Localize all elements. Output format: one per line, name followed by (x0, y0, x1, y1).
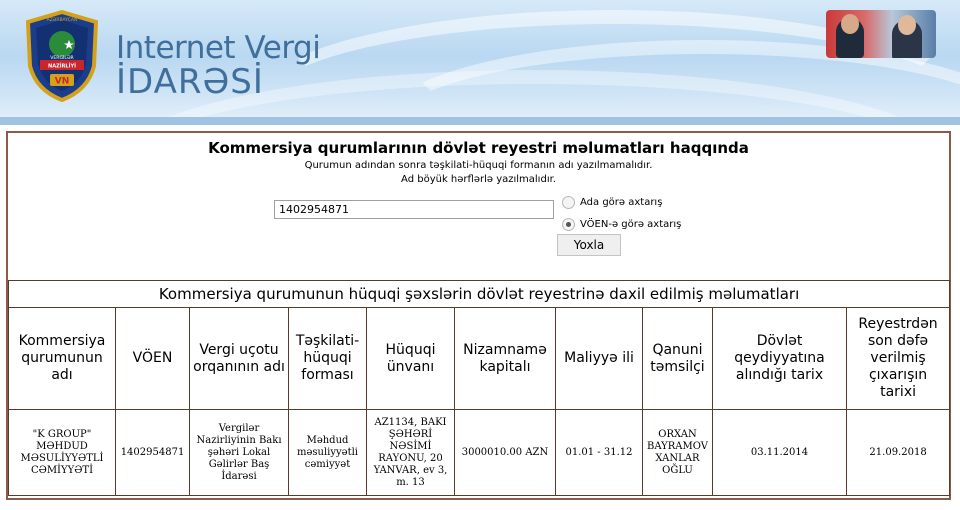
form-title: Kommersiya qurumlarının dövlət reyestri məlumatları haqqında (208, 139, 749, 157)
column-header: VÖEN (116, 308, 190, 410)
radio-label: Ada görə axtarış (580, 196, 663, 208)
cell-tax-office: Vergilər Nazirliyinin Bakı şəhəri Lokal Gəlirlər Baş İdarəsi (190, 410, 289, 496)
column-header: Qanuni təmsilçi (643, 308, 713, 410)
officials-photo (826, 10, 936, 58)
search-input[interactable] (274, 200, 554, 219)
cell-fiscal-year: 01.01 - 31.12 (556, 410, 643, 496)
form-hint: Qurumun adından sonra təşkilati-hüquqi formanın adı yazılmamalıdır. (304, 160, 653, 171)
svg-text:VERGİLƏR: VERGİLƏR (50, 56, 74, 61)
person-head (898, 15, 916, 35)
svg-text:AZƏRBAYCAN: AZƏRBAYCAN (46, 18, 78, 23)
cell-address: AZ1134, BAKI ŞƏHƏRİ NƏSİMİ RAYONU, 20 YANVAR, ev 3, m. 13 (367, 410, 455, 496)
radio-button-selected[interactable] (562, 218, 575, 231)
banner-strip (0, 117, 960, 125)
form-hint: Ad böyük hərflərlə yazılmalıdır. (401, 174, 556, 185)
check-button[interactable]: Yoxla (557, 234, 621, 256)
svg-text:VN: VN (54, 76, 70, 87)
column-header: Dövlət qeydiyyatına alındığı tarix (713, 308, 847, 410)
radio-search-by-name[interactable] (562, 194, 662, 210)
svg-text:NAZİRLİYİ: NAZİRLİYİ (48, 63, 76, 70)
cell-company-name: "K GROUP" MƏHDUD MƏSULİYYƏTLİ CƏMİYYƏTİ (9, 410, 116, 496)
column-header: Təşkilati-hüquqi forması (289, 308, 367, 410)
radio-button[interactable] (562, 196, 575, 209)
cell-registration-date: 03.11.2014 (713, 410, 847, 496)
registry-panel (6, 131, 951, 500)
radio-search-by-voen[interactable] (562, 216, 681, 232)
cell-voen: 1402954871 (116, 410, 190, 496)
site-title-line2: İDARƏSİ (116, 62, 264, 102)
radio-label: VÖEN-ə görə axtarış (580, 218, 682, 230)
cell-capital: 3000010.00 AZN (455, 410, 556, 496)
column-header: Reyestrdən son dəfə verilmiş çıxarışın tarixi (847, 308, 950, 410)
person-head (841, 14, 859, 34)
ministry-emblem-logo (22, 10, 102, 102)
cell-extract-date: 21.09.2018 (847, 410, 950, 496)
column-header: Vergi uçotu orqanının adı (190, 308, 289, 410)
registry-table (8, 280, 950, 496)
column-header: Hüquqi ünvanı (367, 308, 455, 410)
column-header: Kommersiya qurumunun adı (9, 308, 116, 410)
table-header-row (9, 308, 950, 410)
header-banner (0, 0, 960, 125)
cell-legal-form: Məhdud məsuliyyətli cəmiyyət (289, 410, 367, 496)
table-row (9, 410, 950, 496)
column-header: Nizamnamə kapitalı (455, 308, 556, 410)
column-header: Maliyyə ili (556, 308, 643, 410)
cell-representative: ORXAN BAYRAMOV XANLAR OĞLU (643, 410, 713, 496)
table-caption: Kommersiya qurumunun hüquqi şəxslərin dövlət reyestrinə daxil edilmiş məlumatları (9, 281, 950, 308)
site-title-line1: Internet Vergi (116, 30, 321, 66)
